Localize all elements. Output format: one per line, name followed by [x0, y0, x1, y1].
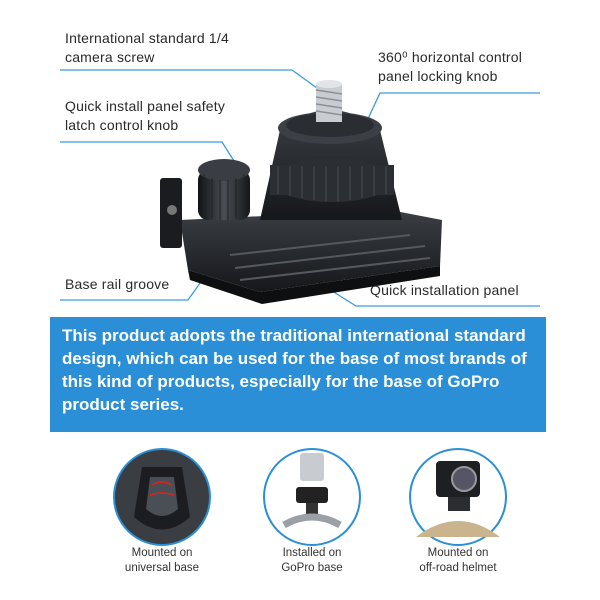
caption-gopro-base	[237, 546, 387, 576]
caption-gopro-base-line2: GoPro base	[281, 562, 343, 574]
caption-universal-base-line1: Mounted on	[131, 547, 193, 559]
label-install-panel-line1: Quick installation panel	[370, 282, 519, 298]
caption-universal-base	[87, 546, 237, 576]
label-camera-screw-line2: camera screw	[65, 49, 155, 65]
caption-universal-base-line2: universal base	[124, 562, 200, 574]
caption-gopro-base-line1: Installed on	[282, 547, 342, 559]
thumbnail-offroad-helmet	[408, 447, 508, 547]
label-camera-screw-line1: International standard 1/4	[65, 30, 229, 46]
description-banner	[50, 317, 546, 432]
label-camera-screw	[65, 29, 229, 67]
caption-offroad-helmet-line1: Mounted on	[427, 547, 489, 559]
caption-offroad-helmet-line2: off-road helmet	[419, 562, 497, 574]
label-install-panel	[370, 281, 519, 300]
thumbnail-gopro-base	[262, 447, 362, 547]
label-safety-latch-line2: latch control knob	[65, 117, 179, 133]
label-rail-groove-line1: Base rail groove	[65, 276, 170, 292]
thumbnail-universal-base	[112, 447, 212, 547]
label-locking-knob-line2: panel locking knob	[378, 68, 498, 84]
description-text: This product adopts the traditional international standard design, which can be used for the base of most brands of this kind of products, especially for the base of GoPro product series.	[62, 326, 527, 414]
label-rail-groove	[65, 275, 169, 294]
label-safety-latch-line1: Quick install panel safety	[65, 98, 226, 114]
label-safety-latch	[65, 97, 225, 135]
label-locking-knob	[378, 48, 522, 86]
caption-offroad-helmet	[383, 546, 533, 576]
label-locking-knob-line1: 360⁰ horizontal control	[378, 49, 523, 65]
